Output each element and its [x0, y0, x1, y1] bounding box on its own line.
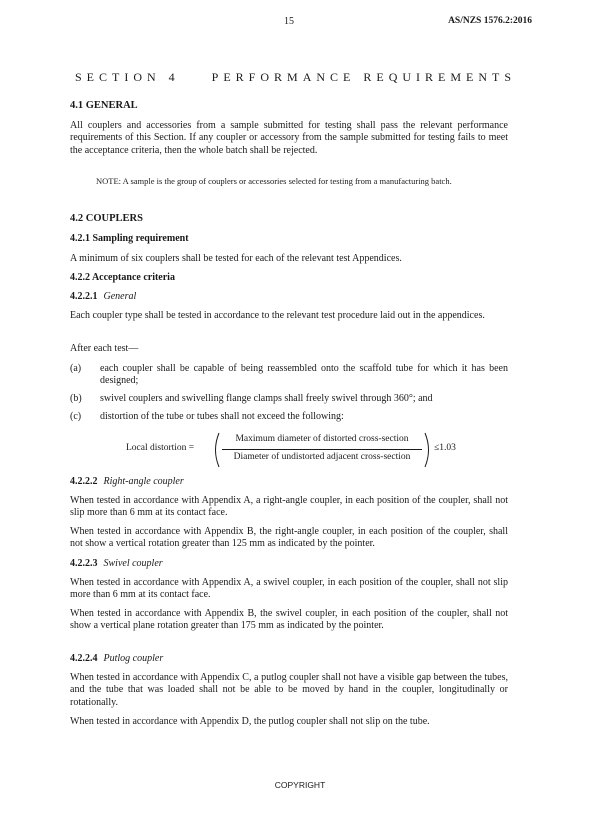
fraction-bar [222, 449, 422, 450]
list-marker: (a) [70, 363, 82, 374]
heading-title: Putlog coupler [103, 653, 164, 664]
formula-rhs: ≤1.03 [434, 443, 456, 453]
paragraph-general: All couplers and accessories from a sample submitted for testing shall pass the relevant performance requirements of this Section. If any coupler or accessory from the sample submitted for testing fails to meet the acceptance criteria, then the whole batch shall be rejected. [70, 120, 508, 156]
list-text: swivel couplers and swivelling flange clamps shall freely swivel through 360°; and [100, 393, 433, 404]
heading-4-1: 4.1 GENERAL [70, 100, 138, 111]
heading-title: Right-angle coupler [103, 476, 184, 487]
heading-title: General [103, 291, 137, 302]
right-paren-icon [422, 432, 434, 468]
list-marker: (b) [70, 393, 82, 404]
distortion-formula [126, 432, 476, 468]
heading-4-2-1: 4.2.1 Sampling requirement [70, 233, 189, 244]
heading-4-2-2-3 [70, 558, 163, 569]
paragraph-sampling: A minimum of six couplers shall be tested for each of the relevant test Appendices. [70, 253, 402, 264]
list-marker: (c) [70, 411, 82, 422]
note-sample: NOTE: A sample is the group of couplers or accessories selected for testing from a manufacturing batch. [96, 176, 452, 186]
paragraph-after-test: After each test— [70, 343, 139, 354]
list-text: distortion of the tube or tubes shall not exceed the following: [100, 411, 344, 422]
heading-number: 4.2.2.4 [70, 653, 98, 664]
paragraph-putlog-c: When tested in accordance with Appendix C, a putlog coupler shall not have a visible gap between the tubes, and the tube that was loaded shall not be able to be moved by hand in the coupler, longitudinally or rotationally. [70, 672, 508, 708]
paragraph-right-angle-b: When tested in accordance with Appendix B, the right-angle coupler, in each position of the coupler, shall not show a vertical rotation greater than 125 mm as indicated by the pointer. [70, 526, 508, 550]
paragraph-swivel-b: When tested in accordance with Appendix B, the swivel coupler, in each position of the coupler, shall not show a vertical plane rotation greater than 175 mm as indicated by the pointer. [70, 608, 508, 632]
heading-4-2-2-1 [70, 291, 136, 302]
heading-title: Swivel coupler [103, 558, 163, 569]
heading-4-2-2-2 [70, 476, 184, 487]
heading-number: 4.2.2.3 [70, 558, 98, 569]
left-paren-icon [210, 432, 222, 468]
paragraph-swivel-a: When tested in accordance with Appendix A, a swivel coupler, in each position of the coupler, shall not slip more than 6 mm at its contact face. [70, 577, 508, 601]
formula-numerator: Maximum diameter of distorted cross-section [235, 434, 409, 444]
heading-4-2-2: 4.2.2 Acceptance criteria [70, 272, 175, 283]
list-text: each coupler shall be capable of being reassembled onto the scaffold tube for which it has been designed; [100, 363, 508, 387]
copyright-footer: COPYRIGHT [274, 780, 326, 790]
document-id: AS/NZS 1576.2:2016 [448, 16, 532, 26]
formula-lhs: Local distortion = [126, 443, 195, 453]
heading-4-2-2-4 [70, 653, 163, 664]
section-title: SECTION 4 PERFORMANCE REQUIREMENTS [75, 70, 517, 84]
paragraph-right-angle-a: When tested in accordance with Appendix A, a right-angle coupler, in each position of the coupler, shall not slip more than 6 mm at its contact face. [70, 495, 508, 519]
paragraph-general-test: Each coupler type shall be tested in accordance to the relevant test procedure laid out in the appendices. [70, 310, 485, 321]
page-number: 15 [284, 16, 294, 27]
paragraph-putlog-d: When tested in accordance with Appendix D, the putlog coupler shall not slip on the tube. [70, 716, 430, 727]
heading-4-2: 4.2 COUPLERS [70, 213, 143, 224]
formula-denominator: Diameter of undistorted adjacent cross-section [233, 452, 411, 462]
heading-number: 4.2.2.2 [70, 476, 98, 487]
heading-number: 4.2.2.1 [70, 291, 98, 302]
